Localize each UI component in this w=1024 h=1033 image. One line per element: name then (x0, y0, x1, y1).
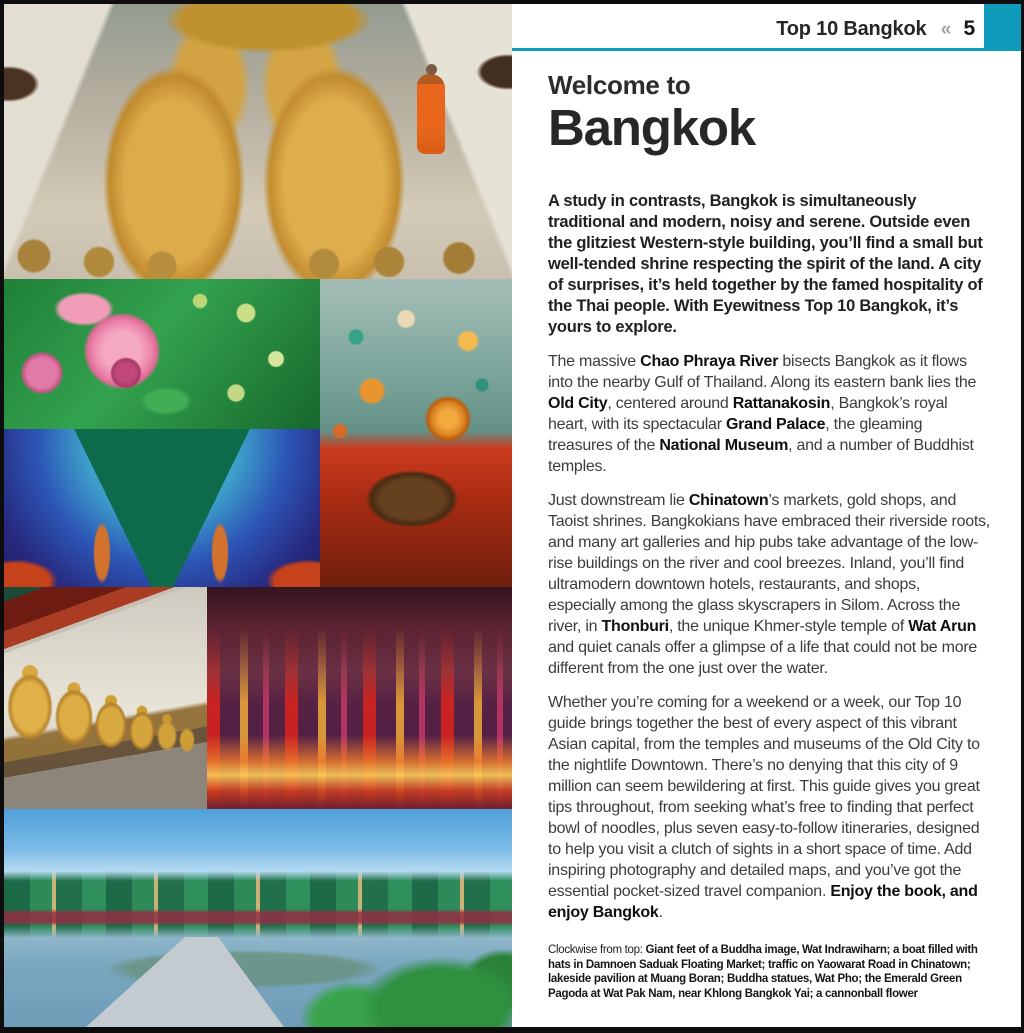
title-welcome: Welcome to (548, 70, 691, 100)
running-head (776, 17, 975, 41)
photo-yaowarat-traffic (207, 587, 512, 809)
photo-floating-market-hats (320, 279, 512, 587)
double-chevron-icon: « (940, 19, 952, 40)
photo-muang-boran-pavilion (4, 809, 512, 1027)
page-inner (4, 4, 1021, 1027)
text-panel (512, 4, 1021, 1027)
photo-collage (4, 4, 512, 1027)
page-number: 5 (963, 17, 975, 40)
photo-cannonball-flower (4, 279, 320, 429)
photo-caption: Clockwise from top: Giant feet of a Buddha image, Wat Indrawiharn; a boat filled with hats in Damnoen Saduak Floating Market; traffic on Yaowarat Road in Chinatown; lakeside pavilion at Muang Boran; Buddha statues, Wat Pho; the Emerald Green Pagoda at Wat Pak Nam, near Khlong Bangkok Yai; a cannonball flower (548, 944, 978, 1000)
book-title: Top 10 Bangkok (776, 18, 927, 40)
photo-giant-buddha-feet (4, 4, 512, 279)
photo-emerald-green-pagoda (4, 429, 320, 587)
intro-paragraph: A study in contrasts, Bangkok is simultaneously traditional and modern, noisy and serene. Outside even the glitziest Western-style building, you’ll find a small but well-tended shrine respecting the spirit of the land. A city of surprises, it’s held together by the famed hospitality of the Thai people. With Eyewitness Top 10 Bangkok, it’s yours to explore. (548, 192, 983, 337)
accent-square (984, 4, 1021, 51)
title-city: Bangkok (548, 99, 755, 157)
body-paragraph-1: The massive Chao Phraya River bisects Bangkok as it flows into the nearby Gulf of Thailand. Along its eastern bank lies the Old City, centered around Rattanakosin, Bangkok’s royal heart, with its spectacular Grand Palace, the gleaming treasures of the National Museum, and a number of Buddhist temples. (548, 353, 977, 476)
page-header (512, 4, 1021, 51)
body-paragraph-2: Just downstream lie Chinatown’s markets, gold shops, and Taoist shrines. Bangkokians have embraced their riverside roots, and many art galleries and hip pubs take advantage of the low-rise buildings on the river and cool breezes. Inland, you’ll find ultramodern downtown hotels, restaurants, and shops, especially among the glass skyscrapers in Silom. Across the river, in Thonburi, the unique Khmer-style temple of Wat Arun and quiet canals offer a glimpse of a life that could not be more different from the one just over the water. (548, 492, 990, 678)
body-paragraph-3: Whether you’re coming for a weekend or a week, our Top 10 guide brings together the best of every aspect of this vibrant Asian capital, from the temples and museums of the Old City to the nightlife Downtown. There’s no denying that this city of 9 million can seem bewildering at first. This guide gives you great tips throughout, from seeking what’s free to finding that perfect bowl of noodles, plus seven easy-to-follow itineraries, designed to help you visit a clutch of sights in a short space of time. Add inspiring photography and detailed maps, and you’ve got the essential pocket-sized travel companion. Enjoy the book, and enjoy Bangkok. (548, 694, 980, 922)
bridge-shape (44, 937, 344, 1027)
text-column (512, 72, 1021, 1001)
monk-figure (417, 74, 445, 154)
photo-buddha-statues (4, 587, 207, 809)
